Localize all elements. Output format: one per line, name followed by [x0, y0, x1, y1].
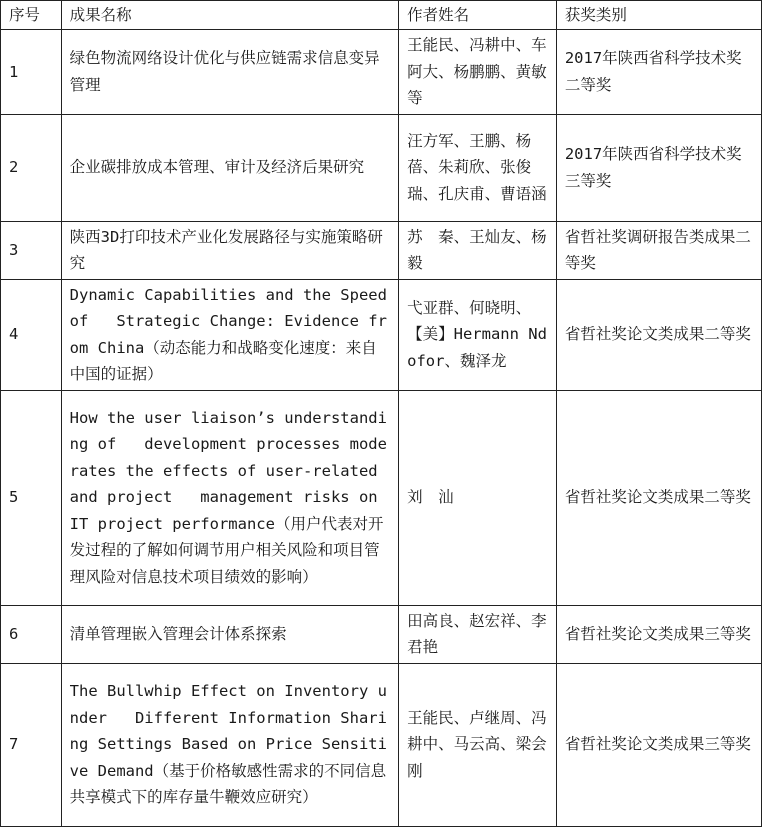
header-title: 成果名称	[61, 1, 398, 30]
cell-no: 7	[1, 663, 62, 826]
cell-no: 5	[1, 390, 62, 605]
cell-authors: 弋亚群、何晓明、【美】Hermann Ndofor、魏泽龙	[399, 279, 557, 390]
cell-no: 2	[1, 114, 62, 221]
table-row	[1, 114, 762, 221]
cell-no: 4	[1, 279, 62, 390]
cell-no: 1	[1, 30, 62, 115]
table-row	[1, 663, 762, 826]
cell-award: 省哲社奖论文类成果二等奖	[556, 390, 761, 605]
table-row	[1, 605, 762, 663]
cell-award: 2017年陕西省科学技术奖三等奖	[556, 114, 761, 221]
cell-title: Dynamic Capabilities and the Speed of Strategic Change: Evidence from China（动态能力和战略变化速度：来自中国的证据）	[61, 279, 398, 390]
cell-title: 绿色物流网络设计优化与供应链需求信息变异管理	[61, 30, 398, 115]
header-award: 获奖类别	[556, 1, 761, 30]
cell-authors: 汪方军、王鹏、杨蓓、朱莉欣、张俊瑞、孔庆甫、曹语涵	[399, 114, 557, 221]
cell-award: 省哲社奖调研报告类成果二等奖	[556, 221, 761, 279]
cell-award: 省哲社奖论文类成果三等奖	[556, 663, 761, 826]
cell-award: 省哲社奖论文类成果二等奖	[556, 279, 761, 390]
cell-no: 3	[1, 221, 62, 279]
table-row	[1, 390, 762, 605]
cell-award: 2017年陕西省科学技术奖二等奖	[556, 30, 761, 115]
cell-title: 陕西3D打印技术产业化发展路径与实施策略研究	[61, 221, 398, 279]
header-authors: 作者姓名	[399, 1, 557, 30]
cell-title: 企业碳排放成本管理、审计及经济后果研究	[61, 114, 398, 221]
cell-authors: 苏 秦、王灿友、杨 毅	[399, 221, 557, 279]
table-row	[1, 221, 762, 279]
cell-authors: 田高良、赵宏祥、李君艳	[399, 605, 557, 663]
cell-authors: 王能民、卢继周、冯耕中、马云高、梁会刚	[399, 663, 557, 826]
table-row	[1, 30, 762, 115]
header-no: 序号	[1, 1, 62, 30]
cell-title: The Bullwhip Effect on Inventory under Different Information Sharing Settings Based on Price Sensitive Demand（基于价格敏感性需求的不同信息共享模式下的库存量牛鞭效应研究）	[61, 663, 398, 826]
cell-authors: 王能民、冯耕中、车阿大、杨鹏鹏、黄敏等	[399, 30, 557, 115]
table-row	[1, 279, 762, 390]
table-body	[1, 30, 762, 827]
cell-title: 清单管理嵌入管理会计体系探索	[61, 605, 398, 663]
header-row	[1, 1, 762, 30]
cell-title: How the user liaison’s understanding of development processes moderates the effects of user-related and project management risks on IT project performance（用户代表对开发过程的了解如何调节用户相关风险和项目管理风险对信息技术项目绩效的影响）	[61, 390, 398, 605]
cell-no: 6	[1, 605, 62, 663]
cell-authors: 刘 汕	[399, 390, 557, 605]
table-header	[1, 1, 762, 30]
cell-award: 省哲社奖论文类成果三等奖	[556, 605, 761, 663]
